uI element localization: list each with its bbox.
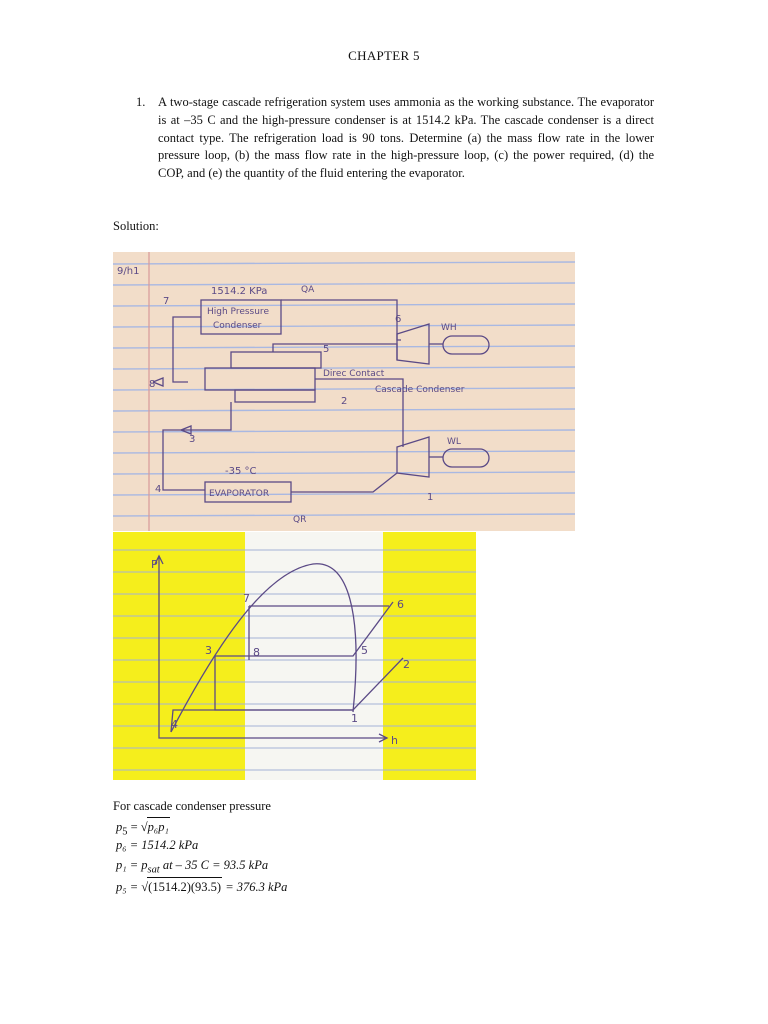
- problem-text: A two-stage cascade refrigeration system uses ammonia as the working substance. The evaporator is at –35 C and the high-pressure condenser is at 1514.2 kPa. The cascade condenser is a direct contact type. The refrigeration load is 90 tons. Determine (a) the mass flow rate in the lower pressure loop, (b) the mass flow rate in the high-pressure loop, (c) the power required, (d) the COP, and (e) the quantity of the fluid entering the evaporator.: [158, 95, 654, 181]
- ph-point-4: 4: [171, 718, 178, 731]
- equation-p6: [116, 836, 198, 854]
- eq1-rhs: p₆p₁: [147, 820, 169, 834]
- eq3-rhs: at – 35 C = 93.5 kPa: [159, 858, 269, 872]
- sketch-heat-qa: QA: [301, 285, 315, 295]
- ph-point-1: 1: [351, 712, 358, 725]
- eq4-rhs: = 376.3 kPa: [222, 880, 288, 894]
- ph-point-5: 5: [361, 644, 368, 657]
- equation-p1: [116, 856, 268, 880]
- ph-point-8: 8: [253, 646, 260, 659]
- sketch-condenser-label-1: High Pressure: [207, 307, 269, 317]
- sketch-cascade-condenser: Cascade Condenser: [375, 385, 465, 395]
- eq1-lhs: p: [116, 820, 123, 834]
- eq3-lhs: p₁ = p: [116, 858, 148, 872]
- sketch-state-8: 8: [149, 379, 156, 390]
- sketch-state-2: 2: [341, 396, 348, 407]
- eq1-sub: 5: [122, 826, 128, 838]
- sketch-state-1: 1: [427, 492, 434, 503]
- ph-axis-h: h: [391, 734, 398, 747]
- ph-point-6: 6: [397, 598, 404, 611]
- equation-p5-result: p₅ = √(1514.2)(93.5) = 376.3 kPa: [116, 877, 287, 896]
- problem-statement: [136, 94, 654, 183]
- ph-point-2: 2: [403, 658, 410, 671]
- sketch-state-7: 7: [163, 296, 170, 307]
- eq3-sub: sat: [147, 864, 160, 876]
- sketch-state-3: 3: [189, 434, 196, 445]
- sketch-temp-label: -35 °C: [225, 466, 257, 477]
- sketch-work-wl: WL: [447, 437, 461, 447]
- sketch-state-6: 6: [395, 314, 402, 325]
- sketch-work-wh: WH: [441, 323, 457, 333]
- ph-axis-p: P: [151, 558, 158, 571]
- ph-point-7: 7: [243, 592, 250, 605]
- chapter-title: CHAPTER 5: [348, 48, 420, 63]
- eq2-text: p₆ = 1514.2 kPa: [116, 838, 199, 852]
- sketch-state-4: 4: [155, 484, 162, 495]
- cascade-pressure-heading: For cascade condenser pressure: [113, 799, 271, 813]
- sketch-evaporator-label: EVAPORATOR: [209, 489, 270, 499]
- sketch-pressure-label: 1514.2 KPa: [211, 286, 268, 297]
- eq4-radicand: (1514.2)(93.5): [147, 877, 222, 896]
- ph-point-3: 3: [205, 644, 212, 657]
- eq4-lhs: p₅ =: [116, 880, 142, 894]
- sketch-direct-contact: Direc Contact: [323, 369, 385, 379]
- system-schematic-photo: [113, 252, 575, 531]
- sketch-condenser-label-2: Condenser: [213, 321, 262, 331]
- solution-label: Solution:: [113, 219, 159, 233]
- equation-p5-formula: $p_5 = √p_6p_1$: [116, 817, 170, 842]
- sketch-corner-note: 9/h1: [117, 266, 140, 277]
- sketch-heat-qr: QR: [293, 515, 307, 525]
- ph-diagram-photo: [113, 532, 476, 780]
- sketch-state-5: 5: [323, 344, 330, 355]
- problem-number: 1.: [136, 95, 146, 109]
